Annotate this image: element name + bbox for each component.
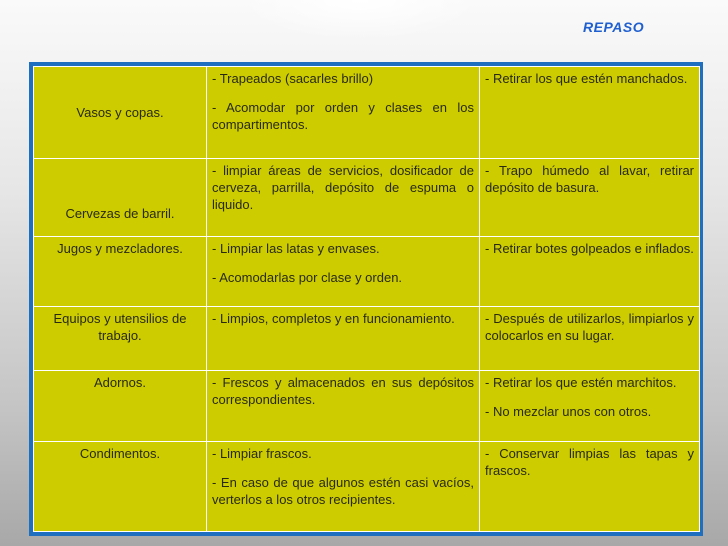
review-table (33, 66, 700, 532)
category-cell: Vasos y copas. (34, 67, 207, 159)
note-item: - No mezclar unos con otros. (485, 404, 652, 419)
action-item: - Frescos y almacenados en sus depósitos correspondientes. (212, 375, 474, 407)
table-row (34, 159, 700, 237)
note-item: - Retirar botes golpeados e inflados. (485, 241, 694, 256)
action-item: - Limpiar frascos. (212, 446, 312, 461)
actions-cell (207, 237, 480, 307)
notes-cell (480, 67, 700, 159)
table-row (34, 442, 700, 532)
action-item: - Limpiar las latas y envases. (212, 241, 380, 256)
actions-cell (207, 67, 480, 159)
action-item: - Limpios, completos y en funcionamiento. (212, 311, 455, 326)
table-row (34, 307, 700, 371)
actions-cell (207, 442, 480, 532)
note-item: - Retirar los que estén manchados. (485, 71, 688, 86)
slide-title: REPASO (583, 19, 645, 35)
note-item: - Retirar los que estén marchitos. (485, 375, 677, 390)
action-item: - Acomodarlas por clase y orden. (212, 270, 403, 285)
actions-cell (207, 307, 480, 371)
notes-cell (480, 307, 700, 371)
action-item: - En caso de que algunos estén casi vacíos, verterlos a los otros recipientes. (212, 475, 474, 507)
category-cell: Adornos. (34, 371, 207, 442)
table-row (34, 237, 700, 307)
table-row (34, 371, 700, 442)
note-item: - Conservar limpias las tapas y frascos. (485, 446, 694, 478)
table-row (34, 67, 700, 159)
actions-cell (207, 371, 480, 442)
category-cell: Jugos y mezcladores. (34, 237, 207, 307)
action-item: - Acomodar por orden y clases en los compartimentos. (212, 100, 474, 132)
action-item: - limpiar áreas de servicios, dosificador de cerveza, parrilla, depósito de espuma o liquido. (212, 163, 474, 212)
notes-cell (480, 442, 700, 532)
category-cell: Equipos y utensilios de trabajo. (34, 307, 207, 371)
note-item: - Trapo húmedo al lavar, retirar depósito de basura. (485, 163, 694, 195)
notes-cell (480, 237, 700, 307)
action-item: - Trapeados (sacarles brillo) (212, 71, 374, 86)
note-item: - Después de utilizarlos, limpiarlos y colocarlos en su lugar. (485, 311, 694, 343)
notes-cell (480, 159, 700, 237)
actions-cell (207, 159, 480, 237)
category-cell: Cervezas de barril. (34, 159, 207, 237)
review-table-frame (29, 62, 703, 536)
category-cell: Condimentos. (34, 442, 207, 532)
notes-cell (480, 371, 700, 442)
